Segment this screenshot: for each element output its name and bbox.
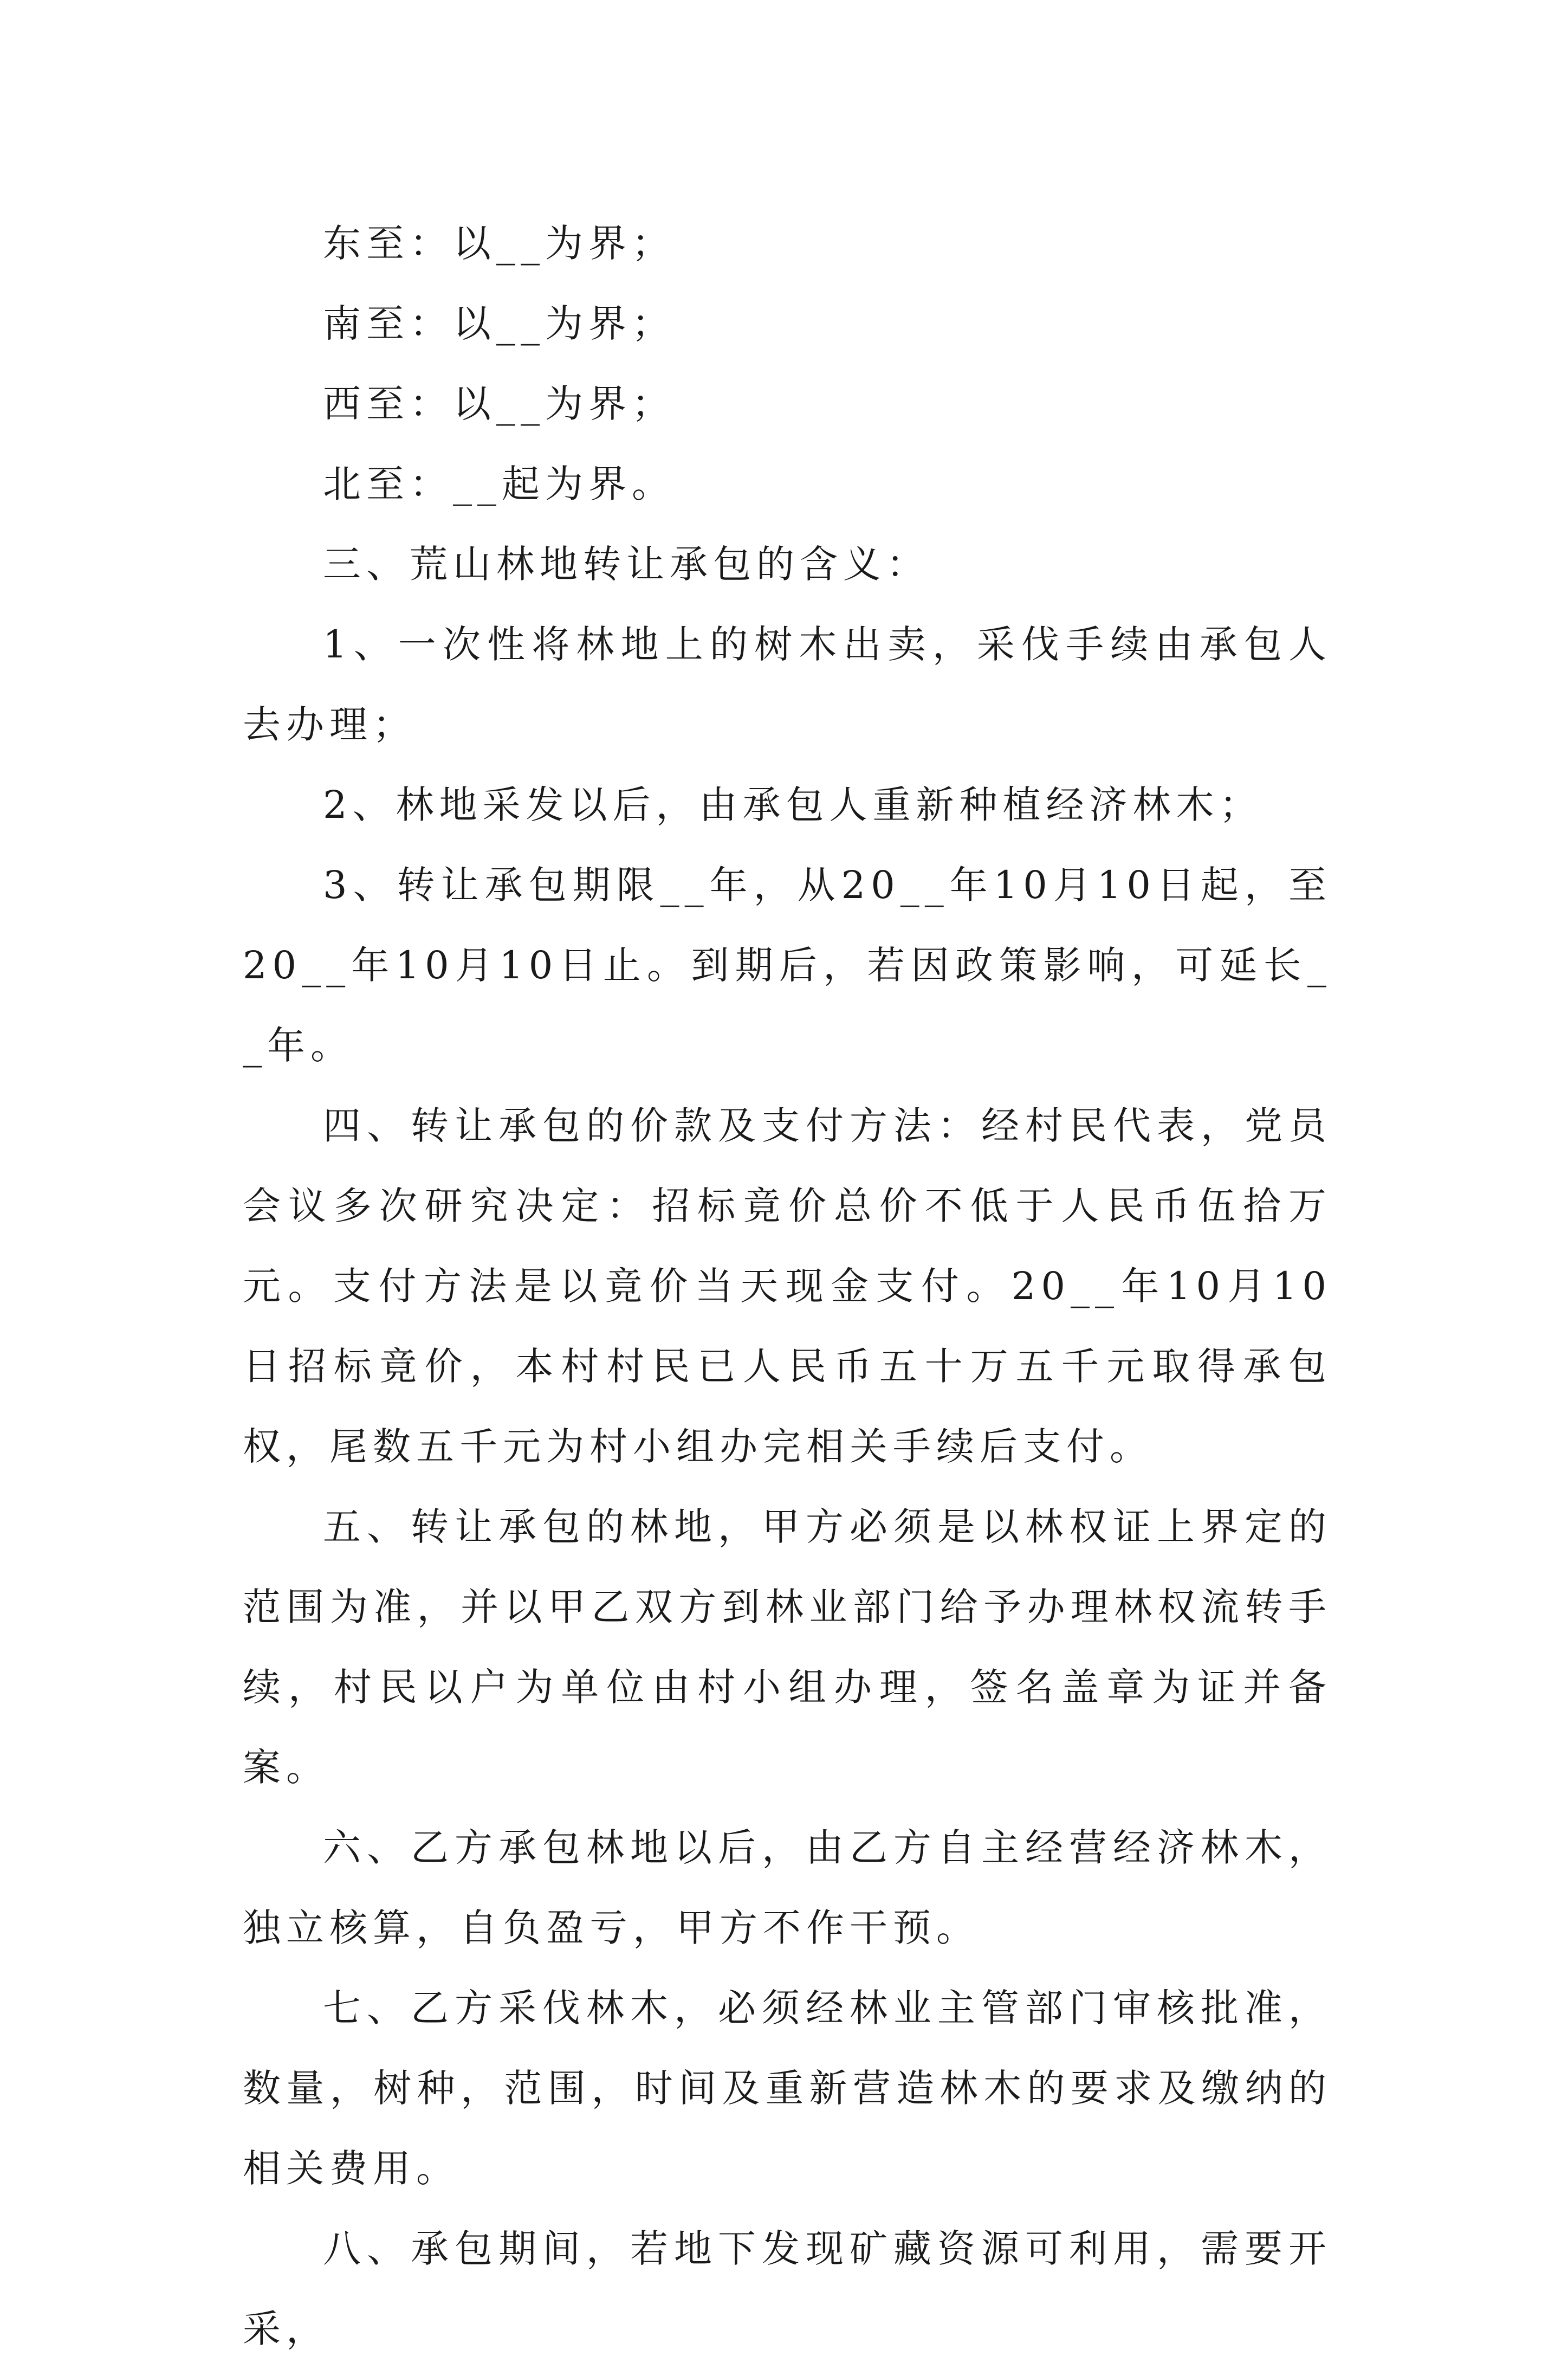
paragraph-section-7: 七、乙方采伐林木，必须经林业主管部门审核批准，数量，树种，范围，时间及重新营造林木的要求及缴纳的相关费用。 <box>243 1986 1332 2191</box>
paragraph-section-4: 四、转让承包的价款及支付方法：经村民代表，党员会议多次研究决定：招标竟价总价不低于人民币伍拾万元。支付方法是以竟价当天现金支付。20__年10月10日招标竟价，本村村民已人民币五十万五千元取得承包权，尾数五千元为村小组办完相关手续后支付。 <box>243 1103 1332 1469</box>
paragraph-item-1: 1、一次性将林地上的树木出卖，采伐手续由承包人去办理； <box>243 622 1332 747</box>
section-heading-3: 三、荒山林地转让承包的含义： <box>323 542 930 586</box>
document-body <box>243 203 1332 2369</box>
paragraph-section-5: 五、转让承包的林地，甲方必须是以林权证上界定的范围为准，并以甲乙双方到林业部门给予办理林权流转手续，村民以户为单位由村小组办理，签名盖章为证并备案。 <box>243 1505 1332 1790</box>
paragraph-item-2: 2、林地采发以后，由承包人重新种植经济林木； <box>323 783 1263 827</box>
paragraph-south-boundary: 南至：以__为界； <box>323 301 675 346</box>
paragraph-east-boundary: 东至：以__为界； <box>323 221 675 266</box>
paragraph-west-boundary: 西至：以__为界； <box>323 382 675 426</box>
paragraph-north-boundary: 北至：__起为界。 <box>323 462 675 506</box>
paragraph-item-3: 3、转让承包期限__年，从20__年10月10日起，至20__年10月10日止。到期后，若因政策影响，可延长__年。 <box>243 863 1332 1068</box>
paragraph-section-6: 六、乙方承包林地以后，由乙方自主经营经济林木，独立核算，自负盈亏，甲方不作干预。 <box>243 1825 1332 1950</box>
paragraph-section-8: 八、承包期间，若地下发现矿藏资源可利用，需要开采， <box>243 2226 1332 2351</box>
